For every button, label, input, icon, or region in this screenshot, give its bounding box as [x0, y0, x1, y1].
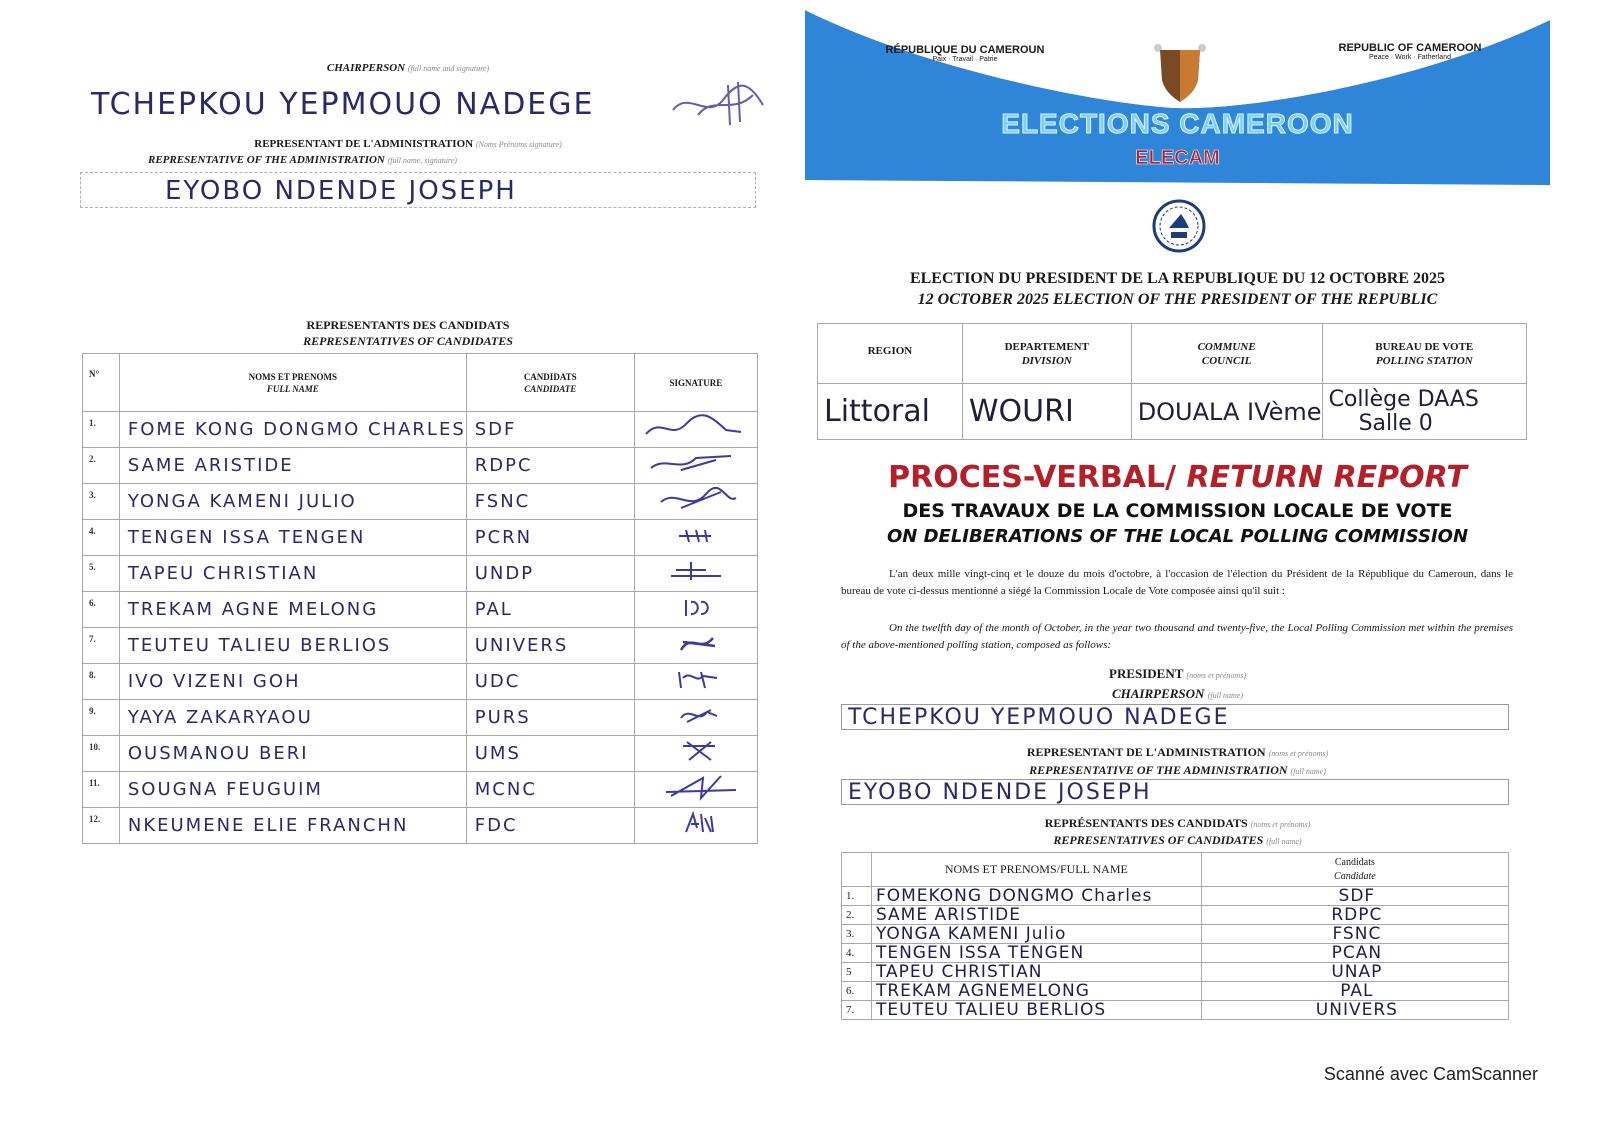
representative-name: TENGEN ISSA TENGEN — [871, 944, 1201, 963]
chairperson-heading-en — [805, 686, 1550, 702]
chairperson-label: CHAIRPERSON — [326, 62, 406, 74]
chairperson-name: TCHEPKOU YEPMOUO NADEGE — [91, 87, 595, 122]
col-candidate-en: Candidate — [1334, 870, 1376, 882]
signature-cell — [634, 736, 757, 772]
signature-cell — [634, 628, 757, 664]
candidates-heading-fr-right — [805, 816, 1550, 831]
admin-name-field — [841, 779, 1509, 805]
table-header-row — [83, 354, 758, 412]
region-value: Littoral — [818, 384, 963, 440]
table-row — [83, 448, 758, 484]
admin-label-en-right: REPRESENTATIVE OF THE ADMINISTRATION — [1029, 763, 1288, 777]
representative-name: OUSMANOU BERI — [119, 736, 466, 772]
representative-name: IVO VIZENI GOH — [119, 664, 466, 700]
row-number: 3. — [842, 925, 872, 944]
chairperson-hint-en: (full name) — [1207, 691, 1244, 700]
polling-station-line1: Collège DAAS — [1328, 386, 1479, 412]
row-number: 5 — [842, 963, 872, 982]
signature-cell — [634, 412, 757, 448]
party: UNAP — [1201, 963, 1508, 982]
col-candidate — [466, 354, 634, 412]
report-title-fr: PROCES-VERBAL/ — [888, 460, 1187, 495]
signature-icon — [641, 412, 751, 442]
row-number: 10. — [83, 736, 120, 772]
admin-name-right: EYOBO NDENDE JOSEPH — [848, 780, 1152, 805]
col-council-en: COUNCIL — [1201, 354, 1252, 367]
col-name-en: FULL NAME — [266, 383, 319, 394]
party: PAL — [1201, 982, 1508, 1001]
col-council-fr: COMMUNE — [1197, 340, 1256, 353]
location-values-row — [818, 384, 1527, 440]
col-signature: SIGNATURE — [634, 354, 757, 412]
election-title-fr: ELECTION DU PRESIDENT DE LA REPUBLIQUE DU 12 OCTOBRE 2025 — [909, 270, 1446, 287]
representative-name: SAME ARISTIDE — [119, 448, 466, 484]
council-value: DOUALA IVème — [1131, 384, 1322, 440]
party: FSNC — [466, 484, 634, 520]
col-division-fr: DEPARTEMENT — [1004, 340, 1089, 353]
party: FSNC — [1201, 925, 1508, 944]
party: UDC — [466, 664, 634, 700]
signature-icon — [641, 772, 751, 802]
signature-icon — [641, 592, 751, 622]
candidates-heading-en-right — [805, 833, 1550, 848]
party: UNDP — [466, 556, 634, 592]
representative-name: TAPEU CHRISTIAN — [119, 556, 466, 592]
election-title-en: 12 OCTOBER 2025 ELECTION OF THE PRESIDENT OF THE REPUBLIC — [917, 291, 1438, 308]
admin-hint-fr: (Noms Prénoms signature) — [475, 140, 562, 149]
row-number: 11. — [83, 772, 120, 808]
table-row — [842, 1001, 1509, 1020]
signature-icon — [641, 628, 751, 658]
signature-icon — [641, 556, 751, 586]
country-en-label: REPUBLIC OF CAMEROON — [1338, 42, 1482, 54]
coat-of-arms-icon — [1150, 40, 1210, 106]
candidates-hint-en-right: (full name) — [1266, 837, 1302, 846]
chairperson-name-field — [841, 704, 1509, 730]
candidates-title-fr: REPRESENTANTS DES CANDIDATS — [306, 318, 510, 332]
table-header-row — [842, 853, 1509, 887]
col-full-name: NOMS ET PRENOMS/FULL NAME — [871, 853, 1201, 887]
table-row — [83, 772, 758, 808]
row-number: 6. — [842, 982, 872, 1001]
chairperson-name-right: TCHEPKOU YEPMOUO NADEGE — [848, 705, 1230, 730]
table-row — [83, 484, 758, 520]
division-value: WOURI — [962, 384, 1131, 440]
report-title — [805, 460, 1550, 495]
row-number: 7. — [83, 628, 120, 664]
country-fr-label: RÉPUBLIQUE DU CAMEROUN — [885, 44, 1045, 56]
table-row — [83, 520, 758, 556]
table-row — [842, 982, 1509, 1001]
row-number: 9. — [83, 700, 120, 736]
president-heading — [805, 666, 1550, 682]
col-region-fr: REGION — [867, 345, 913, 357]
party: UNIVERS — [1201, 1001, 1508, 1020]
representative-name: YONGA KAMENI JULIO — [119, 484, 466, 520]
signature-cell — [634, 592, 757, 628]
admin-heading-en-right — [805, 763, 1550, 778]
row-number: 4. — [842, 944, 872, 963]
row-number: 6. — [83, 592, 120, 628]
report-subtitle-fr: DES TRAVAUX DE LA COMMISSION LOCALE DE VOTE — [902, 500, 1453, 522]
representative-name: TREKAM AGNE MELONG — [119, 592, 466, 628]
report-title-en: RETURN REPORT — [1186, 460, 1467, 495]
signature-cell — [634, 808, 757, 844]
col-number: N° — [83, 354, 120, 412]
signature-icon — [641, 664, 751, 694]
chairperson-name-field — [80, 86, 756, 122]
signature-icon — [641, 448, 751, 478]
candidates-title-en: REPRESENTATIVES OF CANDIDATES — [303, 334, 513, 348]
admin-name: EYOBO NDENDE JOSEPH — [165, 176, 517, 206]
signature-cell — [634, 484, 757, 520]
col-region — [818, 324, 963, 384]
signature-cell — [634, 700, 757, 736]
admin-label-fr: REPRESENTANT DE L'ADMINISTRATION — [254, 138, 474, 150]
col-name-fr: NOMS ET PRENOMS — [248, 371, 337, 382]
candidates-label-fr-right: REPRÉSENTANTS DES CANDIDATS — [1044, 816, 1248, 830]
representative-name: FOME KONG DONGMO CHARLES — [119, 412, 466, 448]
table-row — [83, 736, 758, 772]
row-number: 4. — [83, 520, 120, 556]
representative-name: TAPEU CHRISTIAN — [871, 963, 1201, 982]
row-number: 2. — [842, 906, 872, 925]
table-row — [842, 963, 1509, 982]
party: PCAN — [1201, 944, 1508, 963]
representative-name: YAYA ZAKARYAOU — [119, 700, 466, 736]
motto-en: Peace · Work · Fatherland — [1369, 54, 1451, 61]
col-name — [119, 354, 466, 412]
representative-name: YONGA KAMENI Julio — [871, 925, 1201, 944]
table-row — [842, 925, 1509, 944]
table-row — [83, 556, 758, 592]
org-abbrev: ELECAM — [1135, 147, 1220, 169]
chairperson-label-en: CHAIRPERSON — [1111, 686, 1205, 701]
candidates-hint-fr-right: (noms et prénoms) — [1250, 820, 1311, 829]
row-number: 1. — [83, 412, 120, 448]
candidates-signature-table — [82, 353, 758, 844]
party: UNIVERS — [466, 628, 634, 664]
row-number: 3. — [83, 484, 120, 520]
party: SDF — [1201, 887, 1508, 906]
signature-icon — [641, 808, 751, 838]
right-page — [805, 0, 1550, 1060]
org-name: ELECTIONS CAMEROON — [1001, 108, 1354, 139]
signature-cell — [634, 664, 757, 700]
party: UMS — [466, 736, 634, 772]
candidates-table — [841, 852, 1509, 1020]
party: PCRN — [466, 520, 634, 556]
admin-heading-en — [18, 154, 798, 166]
representative-name: TEUTEU TALIEU BERLIOS — [119, 628, 466, 664]
admin-hint-en-right: (full name) — [1290, 767, 1326, 776]
intro-paragraph-en: On the twelfth day of the month of October, in the year two thousand and twenty-five, the Local Polling Commission met within the premises of the above-mentioned polling station, composed as follows: — [841, 622, 1513, 651]
chairperson-signature-icon — [668, 70, 768, 130]
col-candidate-fr: CANDIDATS — [523, 371, 577, 382]
col-candidate — [1201, 853, 1508, 887]
president-hint: (noms et prénoms) — [1186, 671, 1246, 680]
chairperson-hint: (full name and signature) — [407, 64, 490, 73]
col-candidate-fr: Candidats — [1334, 856, 1375, 868]
col-number — [842, 853, 872, 887]
signature-icon — [641, 736, 751, 766]
signature-cell — [634, 772, 757, 808]
representative-name: NKEUMENE ELIE FRANCHN — [119, 808, 466, 844]
table-row — [83, 808, 758, 844]
admin-heading-fr — [18, 138, 798, 150]
col-polling-station-en: POLLING STATION — [1375, 354, 1473, 367]
admin-heading-fr-right — [805, 745, 1550, 760]
representative-name: TENGEN ISSA TENGEN — [119, 520, 466, 556]
motto-fr: Paix · Travail · Patrie — [932, 56, 998, 63]
representative-name: TEUTEU TALIEU BERLIOS — [871, 1001, 1201, 1020]
report-subtitle-en: ON DELIBERATIONS OF THE LOCAL POLLING COMMISSION — [886, 526, 1469, 547]
table-row — [83, 592, 758, 628]
table-row — [842, 944, 1509, 963]
country-en — [1310, 42, 1510, 61]
signature-icon — [641, 520, 751, 550]
party: SDF — [466, 412, 634, 448]
location-table — [817, 323, 1527, 440]
signature-cell — [634, 556, 757, 592]
country-fr — [865, 44, 1065, 63]
party: MCNC — [466, 772, 634, 808]
representative-name: TREKAM AGNEMELONG — [871, 982, 1201, 1001]
signature-cell — [634, 448, 757, 484]
col-council — [1131, 324, 1322, 384]
signature-cell — [634, 520, 757, 556]
admin-hint-en: (full name, signature) — [387, 156, 457, 165]
admin-label-fr-right: REPRESENTANT DE L'ADMINISTRATION — [1026, 745, 1266, 759]
polling-station-value — [1322, 384, 1526, 440]
party: PAL — [466, 592, 634, 628]
col-polling-station — [1322, 324, 1526, 384]
col-division — [962, 324, 1131, 384]
col-polling-station-fr: BUREAU DE VOTE — [1375, 340, 1474, 353]
representative-name: FOMEKONG DONGMO Charles — [871, 887, 1201, 906]
row-number: 1. — [842, 887, 872, 906]
table-row — [83, 628, 758, 664]
representative-name: SAME ARISTIDE — [871, 906, 1201, 925]
table-row — [83, 664, 758, 700]
representative-name: SOUGNA FEUGUIM — [119, 772, 466, 808]
table-row — [83, 412, 758, 448]
admin-hint-fr-right: (noms et prénoms) — [1268, 749, 1329, 758]
candidates-label-en-right: REPRESENTATIVES OF CANDIDATES — [1053, 833, 1264, 847]
location-header-row — [818, 324, 1527, 384]
col-division-en: DIVISION — [1021, 354, 1072, 367]
row-number: 8. — [83, 664, 120, 700]
scanner-watermark: Scanné avec CamScanner — [1323, 1064, 1538, 1084]
table-row — [842, 887, 1509, 906]
polling-station-line2: Salle 0 — [1358, 410, 1433, 436]
signature-icon — [641, 484, 751, 514]
party: RDPC — [466, 448, 634, 484]
admin-label-en: REPRESENTATIVE OF THE ADMINISTRATION — [148, 154, 385, 166]
party: PURS — [466, 700, 634, 736]
table-row — [83, 700, 758, 736]
row-number: 12. — [83, 808, 120, 844]
table-row — [842, 906, 1509, 925]
admin-name-field — [80, 172, 756, 208]
row-number: 2. — [83, 448, 120, 484]
party: RDPC — [1201, 906, 1508, 925]
signature-icon — [641, 700, 751, 730]
party: FDC — [466, 808, 634, 844]
president-label: PRESIDENT — [1109, 666, 1184, 681]
row-number: 5. — [83, 556, 120, 592]
elecam-seal-icon — [1151, 196, 1207, 256]
left-page — [18, 0, 798, 1060]
row-number: 7. — [842, 1001, 872, 1020]
intro-paragraph-fr: L'an deux mille vingt-cinq et le douze du mois d'octobre, à l'occasion de l'élection du Président de la République du Cameroun, dans le bureau de vote ci-dessus mentionné a siégé la Commission Locale de Vote composée ainsi qu'il suit : — [841, 568, 1513, 597]
col-candidate-en: CANDIDATE — [524, 383, 577, 394]
